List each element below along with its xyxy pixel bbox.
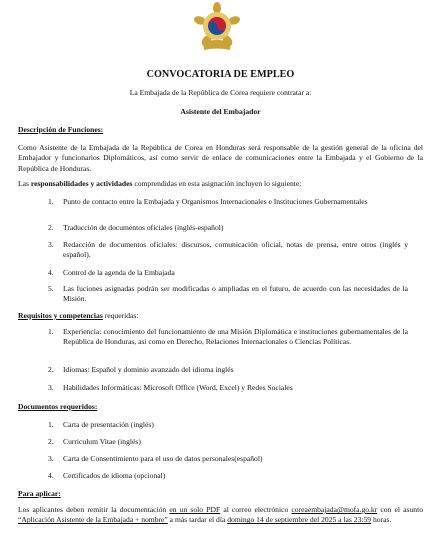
list-number: 4. [48,268,54,277]
aplicar-t1: Los aplicantes deben remitir la documentación [18,505,170,514]
list-number: 1. [48,327,54,336]
embassy-emblem [193,2,241,62]
list-item: Traducción de documentos oficiales (inglés-español) [63,223,224,232]
list-number: 2. [48,365,54,374]
documentos-heading: Documentos requeridos: [18,402,98,411]
list-item: Experiencia: conocimiento del funcionamiento de una Misión Diplomática e instituciones gubernamentales de la República de Honduras, así como en Derecho, Relaciones Internacionales o Ciencias Políticas. [63,327,408,347]
list-number: 3. [48,454,54,463]
aplicar-text [18,505,423,526]
position-title: Asistente del Embajador [180,107,261,116]
aplicar-t2: al correo electrónico [220,505,292,514]
list-item: Certificados de idioma (opcional) [63,471,166,480]
list-number: 5. [48,284,54,293]
list-item: Las fuciones asignadas podrán ser modificadas o ampliadas en el futuro, de acuerdo con las necesidades de la Misión. [63,284,408,304]
page-title: CONVOCATORIA DE EMPLEO [146,69,295,80]
lead-pre: Las [18,179,31,188]
email-subject: “Aplicación Asistente de la Embajada + nombre” [18,515,168,525]
requisitos-heading [18,311,138,321]
list-number: 1. [48,420,54,429]
list-number: 3. [48,383,54,392]
responsabilidades-lead [18,179,423,189]
list-item: Redacción de documentos oficiales: discursos, comunicación oficial, notas de prensa, entre otros (inglés y español). [63,240,408,260]
list-item: Curriculum Vitae (inglés) [63,437,141,446]
list-number: 2. [48,223,54,232]
list-number: 4. [48,471,54,480]
deadline: domingo 14 de septiembre del 2025 a las 23:59 [227,515,372,525]
aplicar-heading: Para aplicar: [18,489,61,498]
korea-embassy-emblem-icon [193,2,241,62]
list-item: Punto de contacto entre la Embajada y Organismos Internacionales e Instituciones Gubernamentales [63,197,368,206]
funciones-heading: Descripción de Funciones: [18,125,104,134]
lead-post: comprendidas en esta asignación incluyen lo siguiente: [132,179,302,188]
funciones-text: Como Asistente de la Embajada de la República de Corea en Honduras será responsable de la gestión general de la oficina del Embajador y funcionarios Diplomáticos, así como servir de enlace de comunicaciones entre la Embajada y el Gobierno de la República de Honduras. [18,143,423,173]
aplicar-t5: horas. [371,515,392,525]
list-item: Idiomas: Español y dominio avanzado del idioma inglés [63,365,234,374]
lead-bold: responsabilidades y actividades [30,179,133,188]
aplicar-pdf: en un solo PDF [169,505,221,514]
list-item: Carta de Consentimiento para el uso de datos personales(español) [63,454,263,463]
list-item: Control de la agenda de la Embajada [63,268,175,277]
requisitos-heading-bold: Requisitos y competencias [18,311,103,320]
list-number: 1. [48,197,54,206]
list-number: 3. [48,240,54,249]
list-item: Carta de presentación (inglés) [63,420,154,429]
aplicar-t4: a más tardar el día [167,515,228,525]
list-item: Habilidades Informáticas: Microsoft Office (Word, Excel) y Redes Sociales [63,383,293,392]
aplicar-t3: con el asunto [377,505,424,514]
requisitos-heading-rest: requeridas: [102,311,139,320]
intro-text: La Embajada de la República de Corea requiere contratar a: [129,88,312,97]
list-number: 2. [48,437,54,446]
email-link[interactable]: coreaembajada@mofa.go.kr [291,505,378,514]
